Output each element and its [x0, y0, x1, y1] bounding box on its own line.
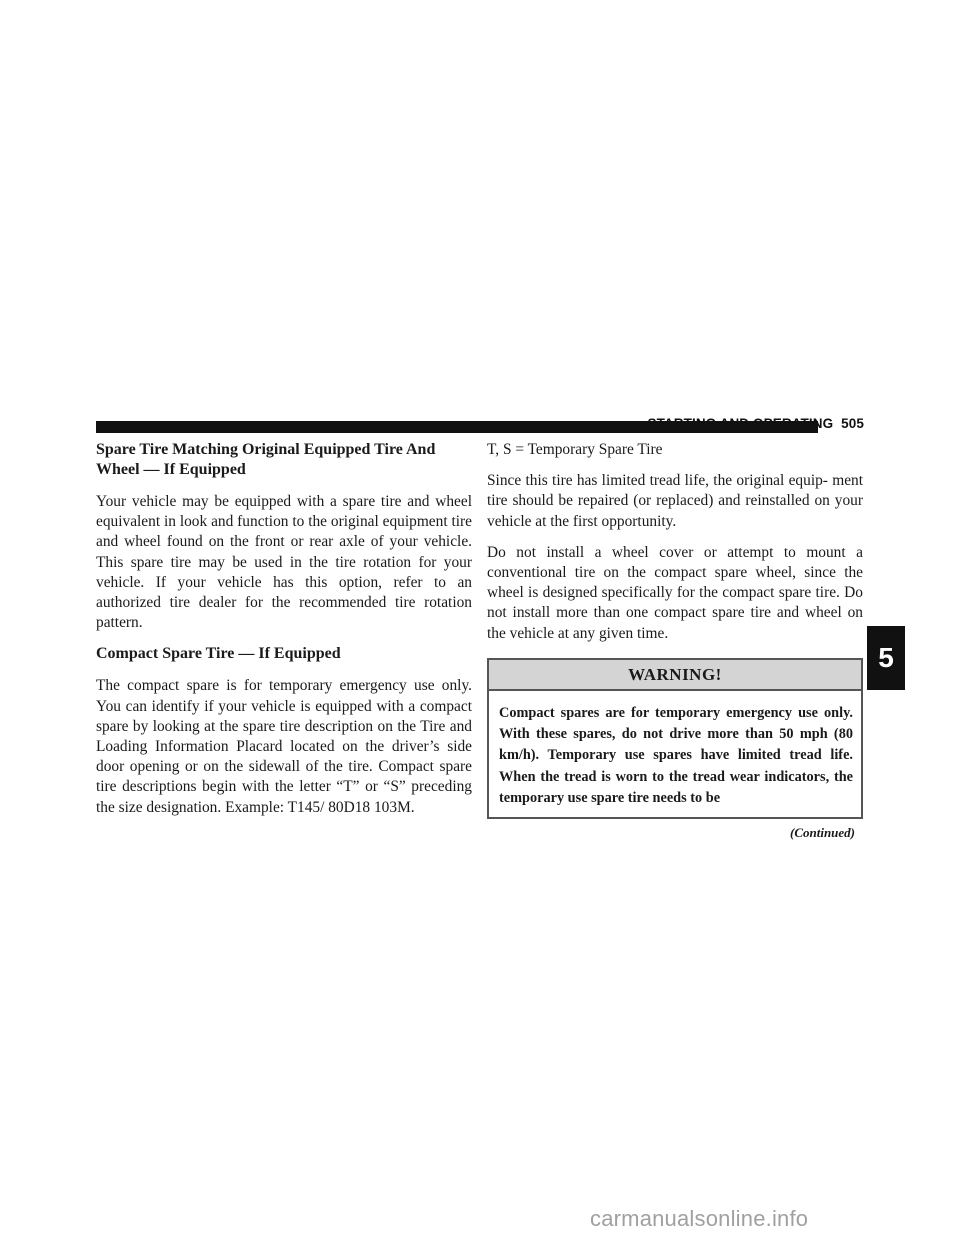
warning-title: WARNING! — [489, 660, 861, 691]
left-column — [96, 440, 472, 829]
heading-compact-spare: Compact Spare Tire — If Equipped — [96, 645, 341, 663]
heading-spare-tire-matching: Spare Tire Matching Original Equipped Tire And Wheel — If Equipped — [96, 441, 436, 478]
watermark-link[interactable]: carmanualsonline.info — [590, 1206, 809, 1231]
warning-text: Compact spares are for temporary emergency use only. With these spares, do not drive more than 50 mph (80 km/h). Temporary use spares have limited tread life. When the tread is worn to the tread wear indicators, the temporary use spare tire needs to be — [499, 704, 853, 807]
paragraph-compact-spare: The compact spare is for temporary emergency use only. You can identify if your vehicle is equipped with a compact spare by looking at the spare tire description on the Tire and Loading Information Placard located on the driver’s side door opening or on the sidewall of the tire. Compact spare tire descriptions begin with the letter “T” or “S” preceding the size designation. Example: T145/ 80D18 103M. — [96, 677, 472, 816]
chapter-tab: 5 — [867, 626, 905, 690]
continued-label: (Continued) — [789, 825, 855, 841]
running-header — [639, 416, 864, 431]
paragraph-temporary-spare: T, S = Temporary Spare Tire — [487, 441, 663, 458]
paragraph-tread-life: Since this tire has limited tread life, the original equip- ment tire should be repaired (or replaced) and reinstalled on your vehicle at the first opportunity. — [487, 472, 863, 530]
right-column — [487, 440, 863, 841]
page-number: 505 — [841, 416, 864, 431]
section-title: STARTING AND OPERATING — [647, 416, 834, 431]
paragraph-spare-tire-matching: Your vehicle may be equipped with a spare tire and wheel equivalent in look and function to the original equipment tire and wheel found on the front or rear axle of your vehicle. This spare tire may be used in the tire rotation for your vehicle. If your vehicle has this option, refer to an authorized tire dealer for the recommended tire rotation pattern. — [96, 493, 472, 632]
paragraph-wheel-cover: Do not install a wheel cover or attempt to mount a conventional tire on the compact spare wheel, since the wheel is designed specifically for the compact spare tire. Do not install more than one compact spare tire and wheel on the vehicle at any given time. — [487, 543, 863, 642]
warning-box — [487, 658, 863, 819]
